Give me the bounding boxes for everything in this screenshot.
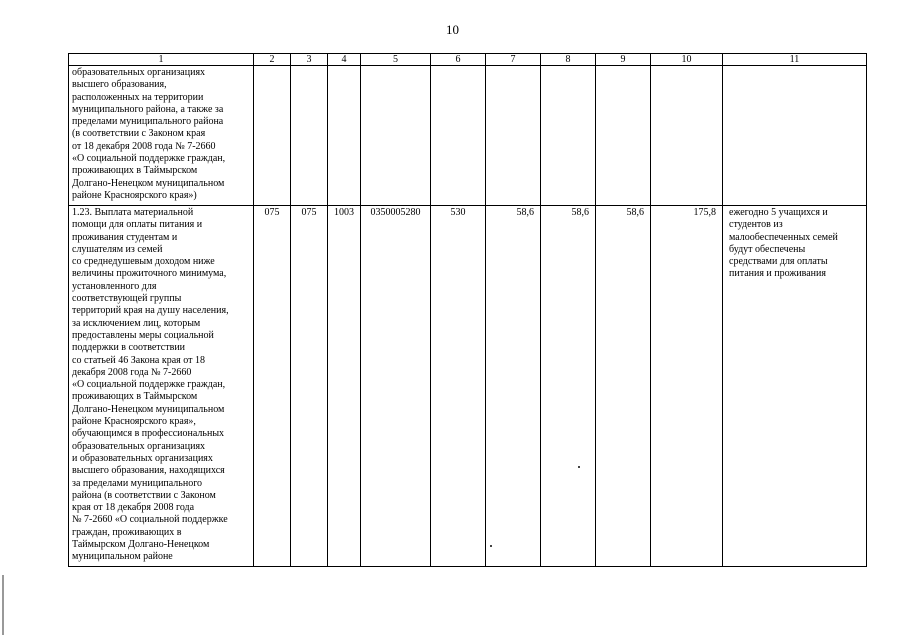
cell-col8 <box>541 66 596 206</box>
header-cell-2: 2 <box>254 54 291 66</box>
scan-speck <box>490 545 492 547</box>
table-row <box>69 66 867 206</box>
header-cell-3: 3 <box>291 54 328 66</box>
header-cell-6: 6 <box>431 54 486 66</box>
cell-col2: 075 <box>254 206 291 567</box>
header-cell-11: 11 <box>723 54 867 66</box>
table-row <box>69 206 867 567</box>
cell-col7 <box>486 66 541 206</box>
cell-col11: ежегодно 5 учащихся и студентов из малообеспеченных семей будут обеспечены средствами для оплаты питания и проживания <box>723 206 867 567</box>
cell-col4 <box>328 66 361 206</box>
row-description: 1.23. Выплата материальной помощи для оплаты питания и проживания студентам и слушателям из семей со среднедушевым доходом ниже величины прожиточного минимума, установленного для соответствующей группы территорий края на душу населения, за исключением лиц, которым предоставлены меры социальной поддержки в соответствии со статьей 46 Закона края от 18 декабря 2008 года № 7-2660 «О социальной поддержке граждан, проживающих в Таймырском Долгано-Ненецком муниципальном районе Красноярского края», обучающимся в профессиональных образовательных организациях и образовательных организациях высшего образования, находящихся за пределами муниципального района (в соответствии с Законом края от 18 декабря 2008 года № 7-2660 «О социальной поддержке граждан, проживающих в Таймырском Долгано-Ненецком муниципальном районе <box>69 206 254 567</box>
cell-col11 <box>723 66 867 206</box>
budget-table <box>68 53 867 567</box>
header-cell-10: 10 <box>651 54 723 66</box>
cell-col9: 58,6 <box>596 206 651 567</box>
row-description: образовательных организациях высшего образования, расположенных на территории муниципального района, а также за пределами муниципального района (в соответствии с Законом края от 18 декабря 2008 года № 7-2660 «О социальной поддержке граждан, проживающих в Таймырском Долгано-Ненецком муниципальном районе Красноярского края») <box>69 66 254 206</box>
table-header-row <box>69 54 867 66</box>
header-cell-1: 1 <box>69 54 254 66</box>
cell-col10 <box>651 66 723 206</box>
cell-col3: 075 <box>291 206 328 567</box>
header-cell-7: 7 <box>486 54 541 66</box>
cell-col4: 1003 <box>328 206 361 567</box>
header-cell-5: 5 <box>361 54 431 66</box>
page-number: 10 <box>446 22 459 37</box>
cell-col5 <box>361 66 431 206</box>
cell-col6 <box>431 66 486 206</box>
header-cell-9: 9 <box>596 54 651 66</box>
cell-col10: 175,8 <box>651 206 723 567</box>
header-cell-4: 4 <box>328 54 361 66</box>
cell-col8: 58,6 <box>541 206 596 567</box>
cell-col2 <box>254 66 291 206</box>
cell-col5: 0350005280 <box>361 206 431 567</box>
scan-speck <box>578 466 580 468</box>
cell-col6: 530 <box>431 206 486 567</box>
cell-col3 <box>291 66 328 206</box>
header-cell-8: 8 <box>541 54 596 66</box>
scan-edge-shadow <box>2 575 4 635</box>
cell-col9 <box>596 66 651 206</box>
cell-col7: 58,6 <box>486 206 541 567</box>
